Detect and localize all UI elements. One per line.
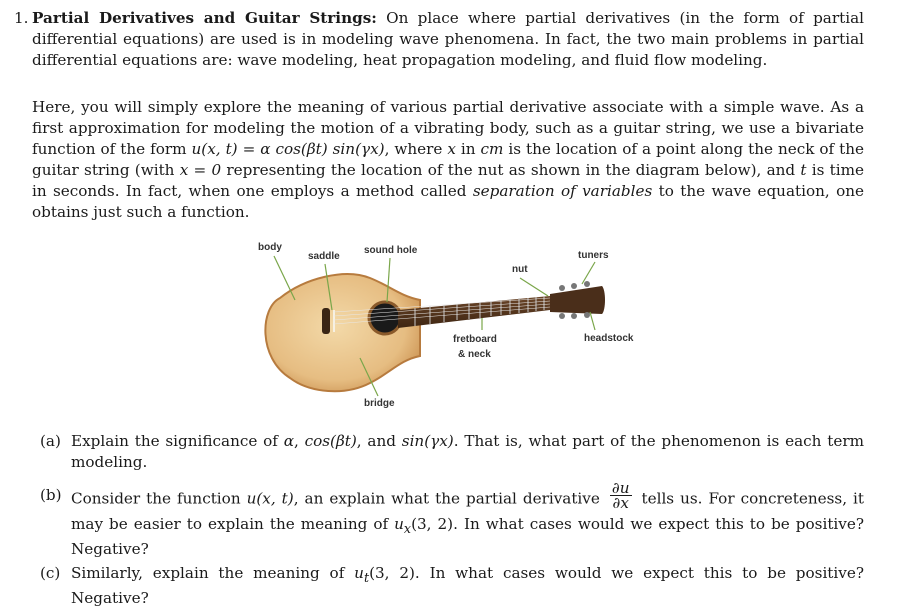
- problem-title: Partial Derivatives and Guitar Strings:: [32, 9, 377, 27]
- question-number: 1.: [14, 9, 29, 27]
- u-of-x-t: u(x, t): [246, 489, 294, 508]
- body-text-5: representing the location of the nut as shown in the diagram below), and: [221, 161, 801, 179]
- var-x: x: [447, 140, 456, 158]
- label-body: body: [258, 242, 282, 253]
- guitar-body: [265, 274, 420, 391]
- body-text-6: is time in seconds. In fact, when one employs a method called: [32, 161, 864, 200]
- label-neck: & neck: [458, 349, 491, 360]
- fraction-denominator: ∂x: [612, 494, 629, 512]
- cos-beta-t: cos(βt): [304, 432, 357, 450]
- intro-paragraph: [32, 8, 864, 71]
- part-a-text: [71, 431, 864, 473]
- bridge-shape: [322, 308, 330, 334]
- part-c: [40, 563, 864, 609]
- part-b-label: (b): [40, 486, 62, 504]
- guitar-diagram: [250, 238, 650, 416]
- part-a: [40, 431, 864, 473]
- var-t: t: [800, 161, 807, 179]
- part-c-label: (c): [40, 564, 61, 582]
- guitar-headstock: [550, 281, 605, 319]
- part-a-text-1: Explain the significance of: [71, 432, 284, 450]
- part-b-text-2: , an explain what the partial derivative: [293, 489, 606, 508]
- label-saddle: saddle: [308, 251, 340, 262]
- part-a-text-4: . That is, what part of the phenomenon is each term modeling.: [71, 432, 864, 471]
- part-c-text-1: Similarly, explain the meaning of: [71, 564, 355, 582]
- part-a-text-2: ,: [293, 432, 305, 450]
- part-c-text: [71, 563, 864, 609]
- partial-derivative-fraction: [610, 481, 632, 510]
- separation-of-variables: separation of variables: [472, 182, 653, 200]
- part-b: [40, 479, 864, 560]
- intro-text: On place where partial derivatives (in the form of partial differential equations) are used is in modeling wave phenomena. In fact, the two main problems in partial differential equations are: wave modeling, heat propagation modeling, and fluid flow modeling.: [32, 9, 864, 69]
- body-paragraph: [32, 97, 864, 223]
- part-b-text-4: . In what cases would we expect this to be positive? Negative?: [71, 515, 864, 559]
- label-bridge: bridge: [364, 398, 395, 409]
- body-text-7: to the wave equation, one obtains just such a function.: [32, 182, 864, 221]
- point-3-2: (3, 2): [369, 564, 415, 582]
- sin-gamma-x: sin(γx): [401, 432, 454, 450]
- wave-function: u(x, t) = α cos(βt) sin(γx): [191, 140, 385, 158]
- part-b-text-3: tells us. For concreteness, it may be easier to explain the meaning of: [71, 489, 864, 533]
- subscript-x: x: [403, 521, 412, 537]
- body-text-2: , where: [384, 140, 448, 158]
- fraction-numerator: ∂u: [611, 479, 630, 497]
- x-equals-zero: x = 0: [179, 161, 222, 179]
- part-b-text: [71, 479, 864, 560]
- unit-cm: cm: [480, 140, 504, 158]
- part-c-text-2: . In what cases would we expect this to be positive? Negative?: [71, 564, 864, 608]
- label-sound-hole: sound hole: [364, 245, 418, 256]
- body-text-1: Here, you will simply explore the meaning of various partial derivative associate with a simple wave. As a first approximation for modeling the motion of a vibrating body, such as a guitar string, we use a bivariate function of the form: [32, 98, 864, 158]
- part-a-text-3: , and: [356, 432, 402, 450]
- part-b-text-1: Consider the function: [71, 489, 247, 508]
- body-text-3: in: [455, 140, 481, 158]
- subscript-t: t: [363, 570, 370, 586]
- u-var: u: [354, 564, 364, 582]
- label-tuners: tuners: [578, 250, 609, 261]
- alpha: α: [283, 432, 294, 450]
- part-a-label: (a): [40, 432, 61, 450]
- body-text-4: is the location of a point along the neck of the guitar string (with: [32, 140, 864, 179]
- label-fretboard: fretboard: [453, 334, 497, 345]
- label-nut: nut: [512, 264, 528, 275]
- point-3-2: (3, 2): [411, 515, 454, 533]
- u-var: u: [394, 515, 404, 533]
- sound-hole-shape: [369, 302, 401, 334]
- guitar-illustration: [250, 238, 650, 416]
- label-headstock: headstock: [584, 333, 634, 344]
